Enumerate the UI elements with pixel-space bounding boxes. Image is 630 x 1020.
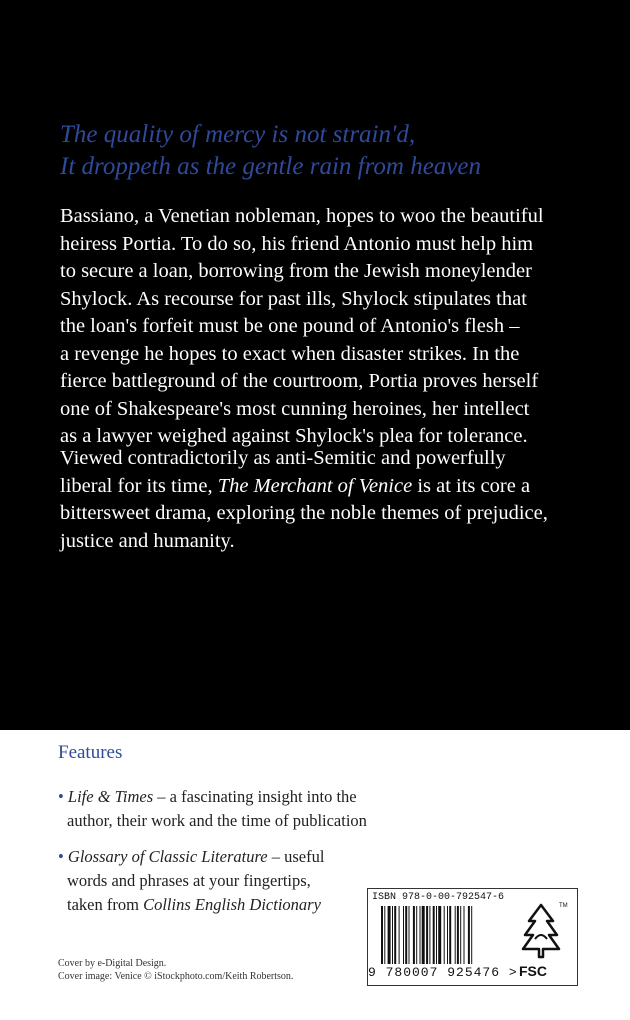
blurb-line: the loan's forfeit must be one pound of Antonio's flesh – xyxy=(60,315,520,337)
blurb-line: a revenge he hopes to exact when disaster strikes. In the xyxy=(60,342,520,365)
blurb-line: to secure a loan, borrowing from the Jewish moneylender xyxy=(60,260,532,282)
blurb-line: Viewed contradictorily as anti-Semitic and powerfully xyxy=(60,447,506,469)
blurb-line: justice and humanity. xyxy=(60,529,235,552)
blurb-text: liberal for its time, xyxy=(60,474,218,497)
fsc-label: FSC xyxy=(519,963,547,979)
blurb-line: Shylock. As recourse for past ills, Shylock stipulates that xyxy=(60,287,527,310)
blurb-line: heiress Portia. To do so, his friend Antonio must help him xyxy=(60,232,534,255)
quote xyxy=(60,119,620,183)
quote-line: It droppeth as the gentle rain from heaven xyxy=(60,153,481,180)
blurb-paragraph-1 xyxy=(60,203,620,451)
credit-line: Cover by e-Digital Design. xyxy=(58,958,167,969)
blurb-line: one of Shakespeare's most cunning heroines, her intellect xyxy=(60,397,530,420)
feature-name: Life & Times xyxy=(67,787,154,806)
credit-line: Cover image: Venice © iStockphoto.com/Keith Robertson. xyxy=(58,971,294,982)
dictionary-title: Collins English Dictionary xyxy=(143,895,321,914)
blurb-line: fierce battleground of the courtroom, Portia proves herself xyxy=(60,370,539,392)
bullet-icon: • xyxy=(58,787,64,806)
feature-line xyxy=(58,785,388,809)
feature-text: – a fascinating insight into the xyxy=(153,787,357,806)
blurb-line xyxy=(60,473,620,501)
feature-item-life-and-times xyxy=(58,785,388,833)
feature-item-glossary xyxy=(58,845,388,917)
blurb-line: as a lawyer weighed against Shylock's plea for tolerance. xyxy=(60,425,528,447)
feature-line: words and phrases at your fingertips, xyxy=(67,871,311,890)
cover-credits xyxy=(58,957,293,983)
feature-name: Glossary of Classic Literature xyxy=(67,847,268,866)
feature-line: author, their work and the time of publication xyxy=(67,811,367,830)
quote-line: The quality of mercy is not strain'd, xyxy=(60,121,416,148)
barcode-number: 9 780007 925476 > xyxy=(368,965,518,980)
blurb-text: is at its core a xyxy=(412,474,531,497)
feature-line xyxy=(58,845,388,869)
book-title: The Merchant of Venice xyxy=(217,474,413,497)
blurb-line: Bassiano, a Venetian nobleman, hopes to woo the beautiful xyxy=(60,205,544,227)
feature-text: – useful xyxy=(267,847,325,866)
barcode-icon xyxy=(381,906,503,964)
blurb-paragraph-2 xyxy=(60,445,620,555)
features-heading: Features xyxy=(58,742,123,763)
fsc-tm: TM xyxy=(559,903,568,909)
feature-text: taken from xyxy=(67,895,144,914)
bullet-icon: • xyxy=(58,847,64,866)
blurb-line: bittersweet drama, exploring the noble themes of prejudice, xyxy=(60,502,548,524)
feature-line xyxy=(58,893,388,917)
isbn-text: ISBN 978-0-00-792547-6 xyxy=(372,892,505,903)
